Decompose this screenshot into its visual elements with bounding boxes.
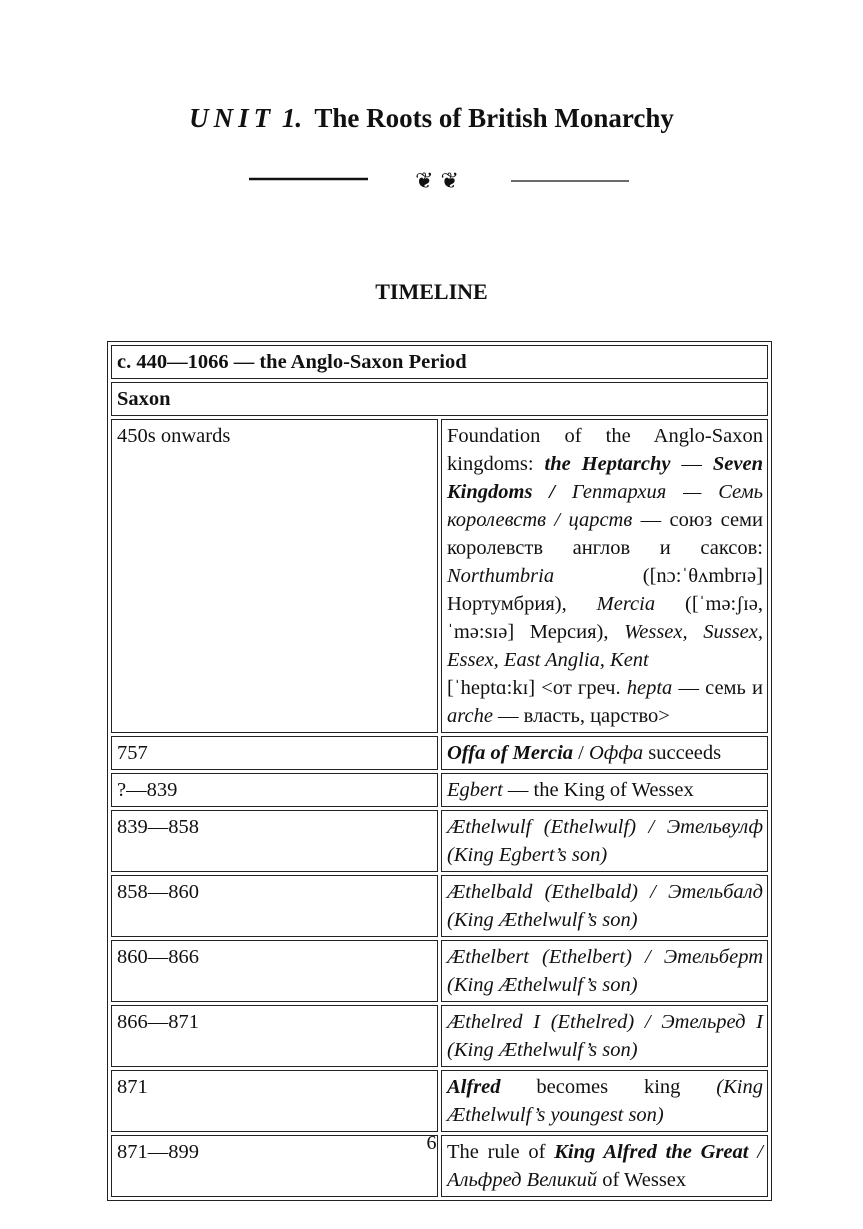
subheader: Saxon bbox=[111, 382, 768, 416]
description-text: Alfred bbox=[447, 1076, 501, 1098]
description-text: ([ˈmə:ʃɪə, ˈmə:sɪə] Мерсия), bbox=[447, 593, 763, 643]
description-text: (King Æthelwulf’s youngest son) bbox=[447, 1076, 763, 1126]
description-text: / Альфред Великий bbox=[447, 1141, 763, 1191]
ornamental-divider bbox=[245, 166, 630, 196]
description-text: becomes king bbox=[500, 1076, 717, 1098]
description-cell bbox=[441, 810, 768, 872]
description-text: Egbert bbox=[447, 779, 503, 801]
date-cell: 757 bbox=[111, 736, 438, 770]
description-text: Гептархия — Семь королевств / царств bbox=[447, 481, 764, 531]
table-row bbox=[111, 1070, 768, 1132]
description-text: — союз семи королевств англов и саксов: bbox=[447, 509, 763, 559]
description-text: Foundation of the Anglo-Saxon kingdoms: bbox=[447, 425, 763, 475]
table-row bbox=[111, 875, 768, 937]
description-cell bbox=[441, 736, 768, 770]
description-text: King Alfred the Great bbox=[554, 1141, 749, 1163]
description-cell bbox=[441, 940, 768, 1002]
table-row bbox=[111, 810, 768, 872]
description-text: Northumbria bbox=[447, 565, 555, 587]
unit-title-text: The Roots of British Monarchy bbox=[314, 103, 674, 133]
period-header: c. 440—1066 — the Anglo-Saxon Period bbox=[111, 345, 768, 379]
fleuron-icon: ❦ ❦ bbox=[415, 169, 459, 194]
date-cell: 871 bbox=[111, 1070, 438, 1132]
unit-label: UNIT bbox=[189, 103, 276, 133]
date-cell: 866—871 bbox=[111, 1005, 438, 1067]
description-cell bbox=[441, 773, 768, 807]
description-text: The rule of bbox=[447, 1141, 555, 1163]
description-cell bbox=[441, 419, 768, 733]
description-text: Wessex, Sussex, Essex, East Anglia, Kent bbox=[447, 621, 763, 671]
description-text: Offa of Mercia bbox=[447, 742, 574, 764]
timeline-table bbox=[107, 341, 772, 1201]
unit-heading bbox=[0, 98, 863, 138]
date-cell: 450s onwards bbox=[111, 419, 438, 733]
date-cell: 858—860 bbox=[111, 875, 438, 937]
description-cell bbox=[441, 875, 768, 937]
description-text: Æthelwulf (Ethelwulf) / Этельвулф (King Egbert’s son) bbox=[447, 816, 763, 866]
description-text: Æthelred I (Ethelred) / Этельред I (King Æthelwulf’s son) bbox=[447, 1011, 763, 1061]
date-cell: 860—866 bbox=[111, 940, 438, 1002]
description-text: hepta bbox=[626, 677, 673, 699]
page-number: 6 bbox=[426, 1132, 437, 1154]
description-text: — the King of Wessex bbox=[502, 779, 694, 801]
description-text: Æthelbald (Ethelbald) / Этельбалд (King Æthelwulf’s son) bbox=[447, 881, 763, 931]
description-cell bbox=[441, 1005, 768, 1067]
description-text: Æthelbert (Ethelbert) / Этельберт (King Æthelwulf’s son) bbox=[447, 946, 763, 996]
date-cell: ?—839 bbox=[111, 773, 438, 807]
description-text: — bbox=[670, 453, 713, 475]
table-row bbox=[111, 940, 768, 1002]
description-text: ([nɔ:ˈθʌmbrɪə] Нортумбрия), bbox=[447, 565, 763, 615]
description-text: [ˈheptɑ:kɪ] <от греч. bbox=[447, 677, 627, 699]
description-text: the Heptarchy bbox=[544, 453, 671, 475]
table-row bbox=[111, 1005, 768, 1067]
subheader-row bbox=[111, 382, 768, 416]
table-row bbox=[111, 773, 768, 807]
description-text: / bbox=[573, 742, 589, 764]
description-text: Оффа bbox=[588, 742, 644, 764]
description-text: succeeds bbox=[643, 742, 722, 764]
section-title: TIMELINE bbox=[375, 279, 488, 304]
table-row bbox=[111, 419, 768, 733]
description-text: — власть, царство> bbox=[492, 705, 670, 727]
description-text: of Wessex bbox=[597, 1169, 687, 1191]
date-cell: 871—899 bbox=[111, 1135, 438, 1197]
description-text: arche bbox=[447, 705, 493, 727]
date-cell: 839—858 bbox=[111, 810, 438, 872]
description-text: Mercia bbox=[596, 593, 656, 615]
description-text: Seven Kingdoms / bbox=[447, 453, 763, 503]
table-row bbox=[111, 736, 768, 770]
description-cell bbox=[441, 1070, 768, 1132]
period-header-row bbox=[111, 345, 768, 379]
unit-number: 1. bbox=[281, 103, 303, 133]
description-text: — семь и bbox=[672, 677, 763, 699]
